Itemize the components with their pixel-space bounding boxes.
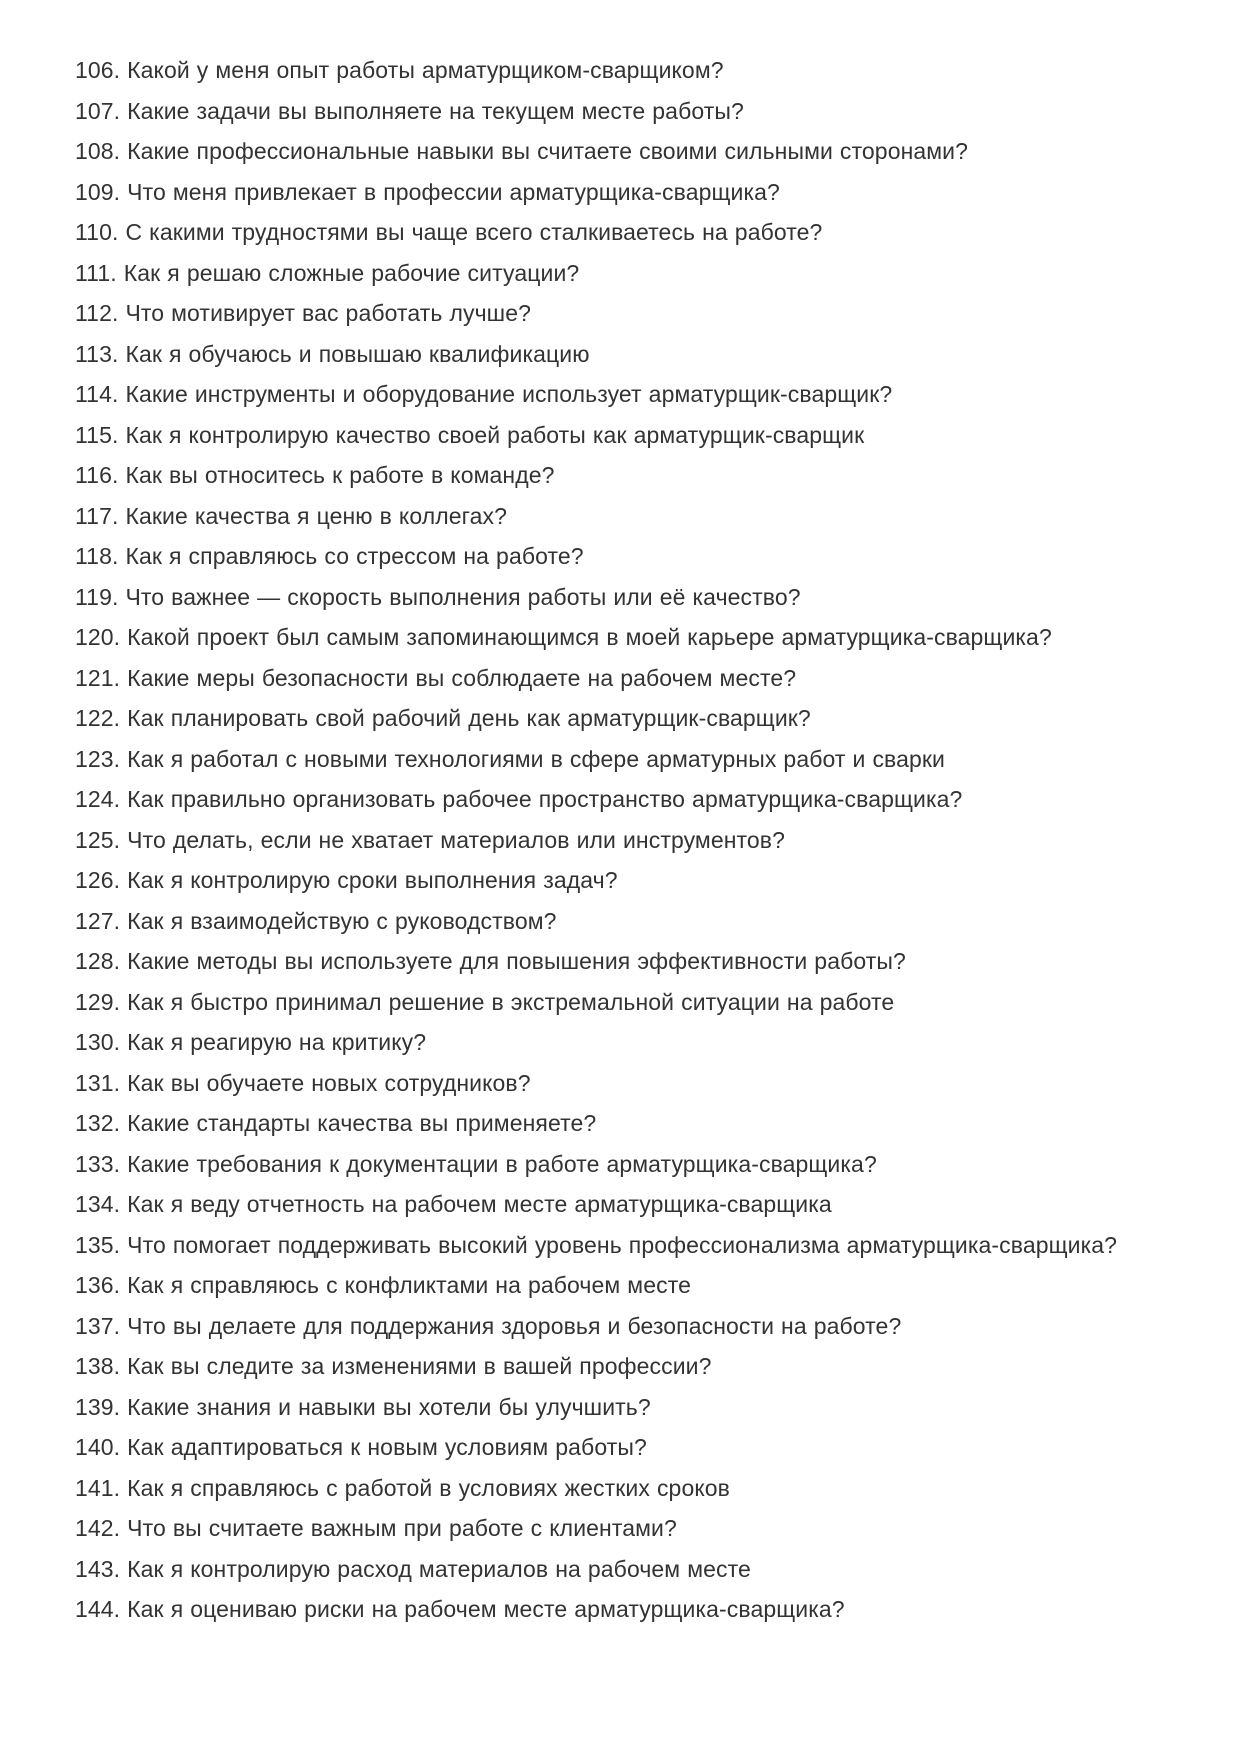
question-item: 106. Какой у меня опыт работы арматурщиком-сварщиком? [75, 57, 724, 83]
question-item: 109. Что меня привлекает в профессии арматурщика-сварщика? [75, 178, 780, 205]
question-item: 134. Как я веду отчетность на рабочем месте арматурщика-сварщика [75, 1191, 832, 1217]
question-item: 112. Что мотивирует вас работать лучше? [75, 300, 532, 326]
question-item: 138. Как вы следите за изменениями в вашей профессии? [75, 1353, 712, 1379]
question-item: 110. С какими трудностями вы чаще всего сталкиваетесь на работе? [75, 219, 823, 245]
question-item: 143. Как я контролирую расход материалов на рабочем месте [75, 1555, 751, 1582]
question-item: 124. Как правильно организовать рабочее пространство арматурщика-сварщика? [75, 786, 963, 812]
question-item: 107. Какие задачи вы выполняете на текущем месте работы? [75, 97, 744, 124]
question-item: 127. Как я взаимодействую с руководством? [75, 907, 557, 934]
question-item: 142. Что вы считаете важным при работе с клиентами? [75, 1515, 677, 1541]
question-item: 123. Как я работал с новыми технологиями в сфере арматурных работ и сварки [75, 745, 945, 772]
question-item: 121. Какие меры безопасности вы соблюдаете на рабочем месте? [75, 664, 797, 691]
question-item: 116. Как вы относитесь к работе в команде? [75, 462, 555, 488]
question-item: 125. Что делать, если не хватает материалов или инструментов? [75, 826, 786, 853]
question-item: 126. Как я контролирую сроки выполнения задач? [75, 867, 618, 893]
question-item: 132. Какие стандарты качества вы применяете? [75, 1110, 597, 1136]
question-item: 114. Какие инструменты и оборудование использует арматурщик-сварщик? [75, 381, 893, 407]
question-item: 133. Какие требования к документации в работе арматурщика-сварщика? [75, 1150, 877, 1177]
question-item: 140. Как адаптироваться к новым условиям работы? [75, 1434, 647, 1460]
question-item: 108. Какие профессиональные навыки вы считаете своими сильными сторонами? [75, 138, 969, 164]
question-item: 129. Как я быстро принимал решение в экстремальной ситуации на работе [75, 988, 895, 1015]
question-item: 115. Как я контролирую качество своей работы как арматурщик-сварщик [75, 421, 865, 448]
question-item: 139. Какие знания и навыки вы хотели бы улучшить? [75, 1393, 651, 1420]
question-item: 137. Что вы делаете для поддержания здоровья и безопасности на работе? [75, 1312, 902, 1339]
question-item: 130. Как я реагирую на критику? [75, 1029, 427, 1055]
question-item: 113. Как я обучаюсь и повышаю квалификацию [75, 340, 590, 367]
question-item: 135. Что помогает поддерживать высокий уровень профессионализма арматурщика-сварщика? [75, 1231, 1118, 1258]
question-item: 120. Какой проект был самым запоминающимся в моей карьере арматурщика-сварщика? [75, 624, 1052, 650]
question-item: 131. Как вы обучаете новых сотрудников? [75, 1069, 531, 1096]
question-item: 136. Как я справляюсь с конфликтами на рабочем месте [75, 1272, 691, 1298]
question-item: 111. Как я решаю сложные рабочие ситуации? [75, 259, 580, 286]
question-list [75, 50, 1163, 1630]
question-item: 119. Что важнее — скорость выполнения работы или её качество? [75, 583, 801, 610]
question-item: 117. Какие качества я ценю в коллегах? [75, 502, 508, 529]
question-item: 141. Как я справляюсь с работой в условиях жестких сроков [75, 1474, 730, 1501]
question-item: 144. Как я оцениваю риски на рабочем месте арматурщика-сварщика? [75, 1596, 845, 1622]
question-item: 128. Какие методы вы используете для повышения эффективности работы? [75, 948, 906, 974]
question-item: 122. Как планировать свой рабочий день как арматурщик-сварщик? [75, 705, 811, 731]
question-item: 118. Как я справляюсь со стрессом на работе? [75, 543, 584, 569]
